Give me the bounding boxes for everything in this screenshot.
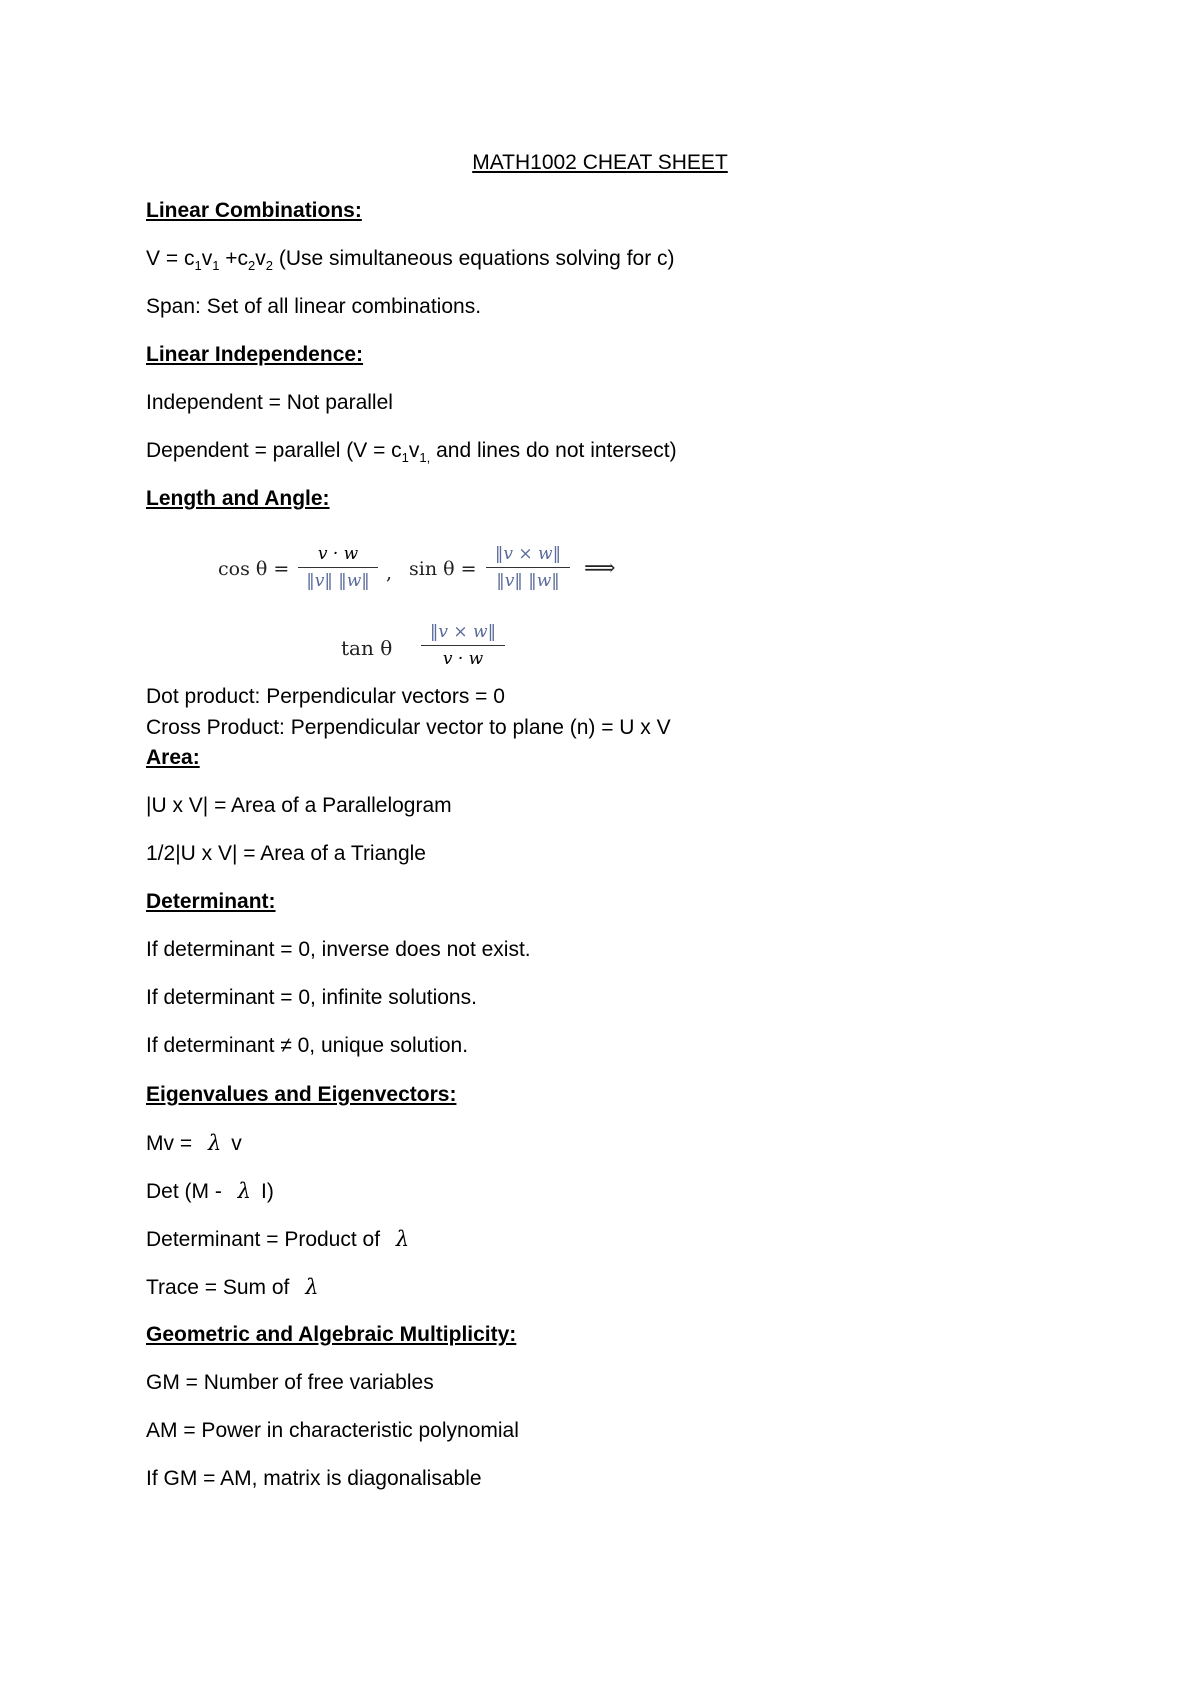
- implies-arrow: ⟹: [584, 556, 616, 581]
- linear-combination-equation: $V = c_1v_1 +c_2v_2$ (Use simultaneous equations solving for c): [146, 247, 675, 274]
- area-parallelogram: |U x V| = Area of a Parallelogram: [146, 794, 452, 817]
- heading-eigen: Eigenvalues and Eigenvectors:: [146, 1083, 457, 1106]
- heading-area: Area:: [146, 746, 200, 769]
- characteristic-equation: Det (M - λ I): [146, 1179, 274, 1203]
- am-definition: AM = Power in characteristic polynomial: [146, 1419, 519, 1442]
- heading-determinant: Determinant:: [146, 890, 276, 913]
- cos-numerator: v · w: [317, 544, 359, 564]
- sin-label: sin θ =: [409, 558, 477, 580]
- heading-multiplicity: Geometric and Algebraic Multiplicity:: [146, 1323, 517, 1346]
- page-title: MATH1002 CHEAT SHEET: [472, 151, 728, 174]
- determinant-line-2: If determinant = 0, infinite solutions.: [146, 986, 477, 1009]
- lambda-symbol: λ: [395, 1227, 410, 1251]
- sin-fraction: [486, 544, 570, 591]
- independent-definition: Independent = Not parallel: [146, 391, 393, 414]
- cos-fraction: [298, 544, 378, 591]
- determinant-product: Determinant = Product of λ: [146, 1226, 419, 1253]
- sin-numerator: ‖v × w‖: [494, 544, 562, 564]
- sin-denominator: ‖v‖ ‖w‖: [496, 571, 560, 591]
- cos-denominator: ‖v‖ ‖w‖: [306, 571, 370, 591]
- determinant-line-1: If determinant = 0, inverse does not exist.: [146, 938, 531, 961]
- eigen-equation: Mv = λ v: [146, 1131, 242, 1155]
- heading-length-angle: Length and Angle:: [146, 487, 330, 510]
- gm-definition: GM = Number of free variables: [146, 1371, 434, 1394]
- lambda-symbol: λ: [237, 1179, 251, 1203]
- trace-sum: Trace = Sum of λ: [146, 1274, 329, 1301]
- lambda-symbol: λ: [305, 1275, 319, 1299]
- heading-linear-combinations: Linear Combinations:: [146, 199, 362, 222]
- tan-numerator: ‖v × w‖: [429, 622, 497, 642]
- heading-linear-independence: Linear Independence:: [146, 343, 364, 366]
- comma: ,: [386, 562, 393, 584]
- cos-label: cos θ =: [218, 558, 290, 580]
- diagonalisable-condition: If GM = AM, matrix is diagonalisable: [146, 1467, 482, 1490]
- determinant-line-3: If determinant ≠ 0, unique solution.: [146, 1034, 469, 1057]
- cross-product-note: Cross Product: Perpendicular vector to plane (n) = U x V: [146, 716, 671, 739]
- span-definition: Span: Set of all linear combinations.: [146, 295, 482, 318]
- tan-denominator: v · w: [442, 649, 484, 669]
- lambda-symbol: λ: [207, 1131, 222, 1155]
- dot-product-note: Dot product: Perpendicular vectors = 0: [146, 685, 505, 708]
- tan-fraction: [421, 622, 505, 669]
- area-triangle: 1/2|U x V| = Area of a Triangle: [146, 842, 426, 865]
- dependent-definition: Dependent = parallel ($V = c_1v_{1,}$ and lines do not intersect): [146, 439, 677, 466]
- tan-label: tan θ: [341, 636, 393, 660]
